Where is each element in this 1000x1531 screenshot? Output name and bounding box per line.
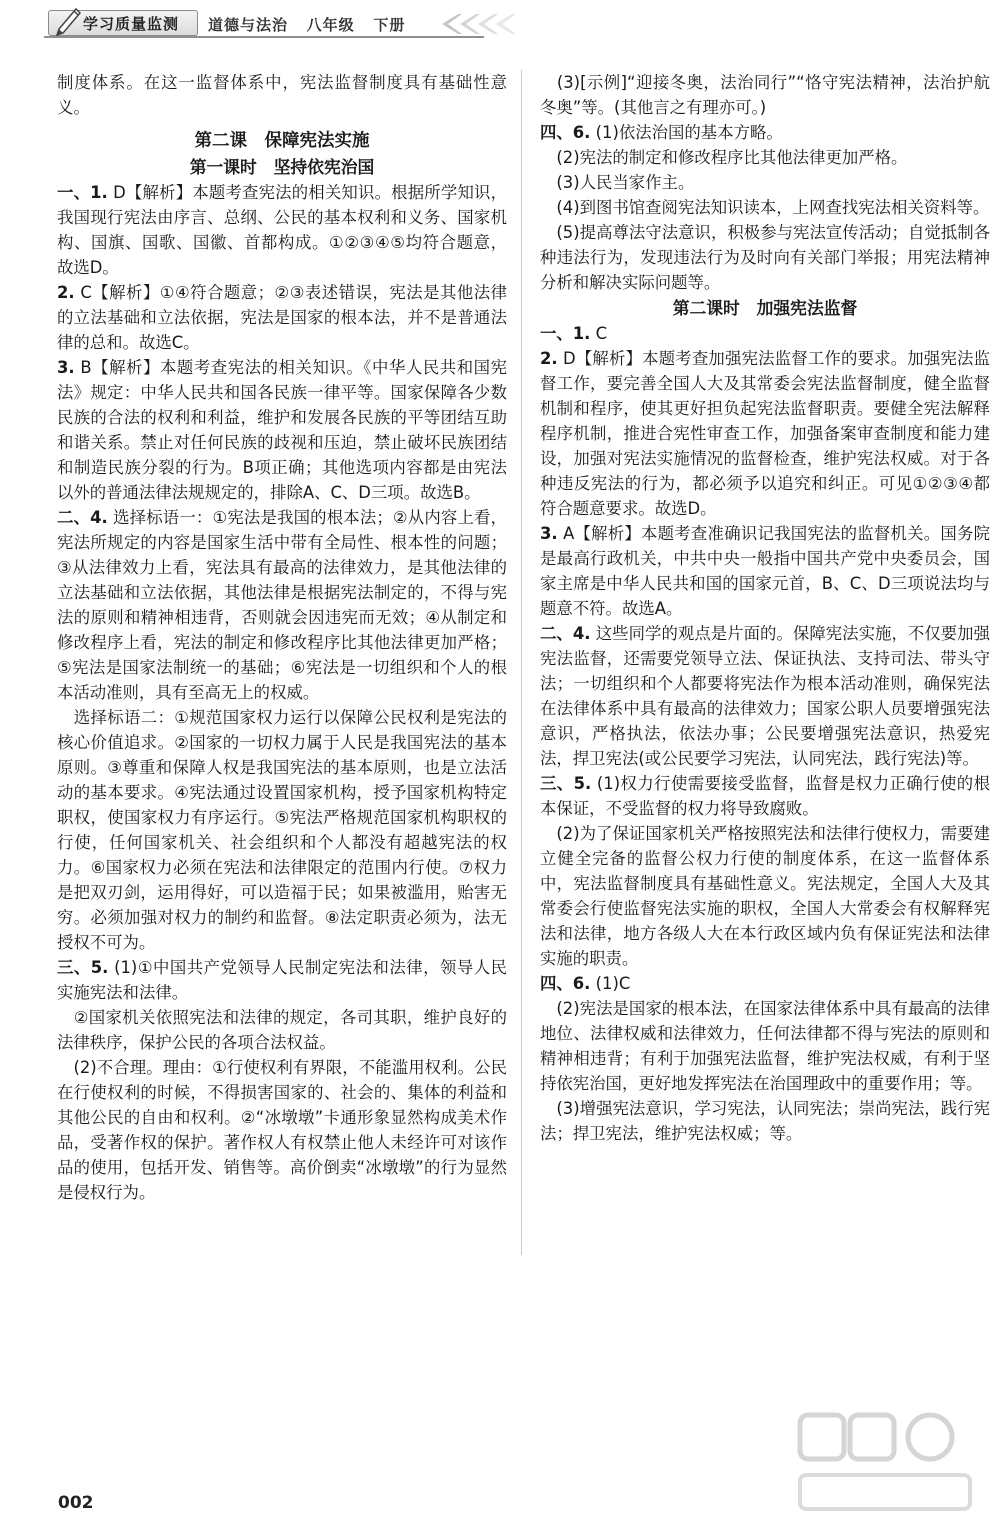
session-title-2: 第二课时 加强宪法监督	[672, 298, 858, 318]
answer-item: 四、6. (1)依法治国的基本方略。	[540, 123, 783, 142]
answer-item: 二、4. 选择标语一：①宪法是我国的根本法；②从内容上看，宪法所规定的内容是国家生活中带有全局性、根本性的问题；③从法律效力上看，宪法具有最高的法律效力，是其他法律的立法基础和立法依据，其他法律是根据宪法制定的，不得与宪法的原则和精神相违背，否则就会因违宪而无效；④从制定和修改程序上看，宪法的制定和修改程序比其他法律更加严格；⑤宪法是国家法制统一的基础；⑥宪法是一切组织和个人的根本活动准则，具有至高无上的权威。	[57, 508, 507, 702]
answer-item: ②国家机关依照宪法和法律的规定，各司其职，维护良好的法律秩序，保护公民的各项合法权益。	[57, 1008, 507, 1052]
watermark-logo-icon	[790, 1405, 980, 1525]
answer-item: 3. A【解析】本题考查准确识记我国宪法的监督机关。国务院是最高行政机关，中共中央一般指中国共产党中央委员会，国家主席是中华人民共和国的国家元首，B、C、D三项说法均与题意不符。故选A。	[540, 524, 990, 618]
answer-item: 一、1. C	[540, 324, 608, 343]
left-column	[57, 70, 507, 1205]
answer-item: 一、1. D【解析】本题考查宪法的相关知识。根据所学知识，我国现行宪法由序言、总纲、公民的基本权利和义务、国家机构、国旗、国歌、国徽、首都构成。①②③④⑤均符合题意，故选D。	[57, 183, 507, 277]
lesson-title: 第二课 保障宪法实施	[194, 131, 370, 151]
answer-item: 三、5. (1)权力行使需要接受监督，监督是权力正确行使的根本保证，不受监督的权力将导致腐败。	[540, 774, 990, 818]
right-column	[540, 70, 990, 1146]
column-divider	[521, 70, 522, 1255]
answer-item: (2)不合理。理由：①行使权利有界限，不能滥用权利。公民在行使权利的时候，不得损害国家的、社会的、集体的利益和其他公民的自由和权利。②“冰墩墩”卡通形象显然构成美术作品，受著作权的保护。著作权人有权禁止他人未经许可对该作品的使用，包括开发、销售等。高价倒卖“冰墩墩”的行为显然是侵权行为。	[57, 1058, 507, 1202]
answer-item: 四、6. (1)C	[540, 974, 631, 993]
answer-item: (5)提高尊法守法意识，积极参与宪法宣传活动；自觉抵制各种违法行为，发现违法行为及时向有关部门举报；用宪法精神分析和解决实际问题等。	[540, 223, 990, 292]
answer-item: 选择标语二：①规范国家权力运行以保障公民权利是宪法的核心价值追求。②国家的一切权力属于人民是我国宪法的基本原则。③尊重和保障人权是我国宪法的基本原则，也是立法活动的基本要求。④宪法通过设置国家机构，授予国家机构特定职权，使国家权力有序运行。⑤宪法严格规范国家机构职权的行使，任何国家机关、社会组织和个人都没有超越宪法的权力。⑥国家权力必须在宪法和法律限定的范围内行使。⑦权力是把双刃剑，运用得好，可以造福于民；如果被滥用，贻害无穷。必须加强对权力的制约和监督。⑧法定职责必须为，法无授权不可为。	[57, 708, 507, 952]
intro-paragraph: 制度体系。在这一监督体系中，宪法监督制度具有基础性意义。	[57, 73, 507, 117]
answer-item: 二、4. 这些同学的观点是片面的。保障宪法实施，不仅要加强宪法监督，还需要党领导立法、保证执法、支持司法、带头守法；一切组织和个人都要将宪法作为根本活动准则，确保宪法在法律体系中具有最高的法律效力；国家公职人员要增强宪法意识，严格执法，依法办事；公民要增强宪法意识，热爱宪法，捍卫宪法(或公民要学习宪法，认同宪法，践行宪法)等。	[540, 624, 990, 768]
answer-item: (3)[示例]“迎接冬奥，法治同行”“恪守宪法精神，法治护航冬奥”等。(其他言之有理亦可。)	[540, 73, 990, 117]
answer-item: (4)到图书馆查阅宪法知识读本，上网查找宪法相关资料等。	[540, 198, 990, 217]
subject-label: 道德与法治 八年级 下册	[208, 16, 406, 34]
page-header	[40, 8, 460, 38]
pen-icon	[53, 5, 83, 39]
answer-item: (3)增强宪法意识，学习宪法，认同宪法；崇尚宪法，践行宪法；捍卫宪法，维护宪法权威；等。	[540, 1099, 990, 1143]
answer-item: (2)宪法的制定和修改程序比其他法律更加严格。	[540, 148, 908, 167]
series-title: 学习质量监测	[83, 14, 180, 33]
page-number: 002	[58, 1493, 94, 1513]
series-tab	[48, 10, 198, 36]
answer-item: 2. D【解析】本题考查加强宪法监督工作的要求。加强宪法监督工作，要完善全国人大及其常委会宪法监督制度，健全监督机制和程序，使其更好担负起宪法监督职责。要健全宪法解释程序机制，推进合宪性审查工作，加强备案审查制度和能力建设，加强对宪法实施情况的监督检查，维护宪法权威。对于各种违反宪法的行为，都必须予以追究和纠正。可见①②③④都符合题意要求。故选D。	[540, 349, 990, 518]
answer-item: 3. B【解析】本题考查宪法的相关知识。《中华人民共和国宪法》规定：中华人民共和国各民族一律平等。国家保障各少数民族的合法的权利和利益，维护和发展各民族的平等团结互助和谐关系。禁止对任何民族的歧视和压迫，禁止破坏民族团结和制造民族分裂的行为。B项正确；其他选项内容都是由宪法以外的普通法律法规规定的，排除A、C、D三项。故选B。	[57, 358, 507, 502]
answer-item: (2)宪法是国家的根本法，在国家法律体系中具有最高的法律地位、法律权威和法律效力，任何法律都不得与宪法的原则和精神相违背；有利于加强宪法监督，维护宪法权威，有利于坚持依宪治国，更好地发挥宪法在治国理政中的重要作用；等。	[540, 999, 990, 1093]
answer-item: (2)为了保证国家机关严格按照宪法和法律行使权力，需要建立健全完备的监督公权力行使的制度体系，在这一监督体系中，宪法监督制度具有基础性意义。宪法规定，全国人大及其常委会行使监督宪法实施的职权，全国人大常委会有权解释宪法和法律，地方各级人大在本行政区域内负有保证宪法和法律实施的职责。	[540, 824, 990, 968]
chevrons-icon	[440, 12, 530, 36]
answer-item: (3)人民当家作主。	[540, 173, 695, 192]
answer-item: 三、5. (1)①中国共产党领导人民制定宪法和法律，领导人民实施宪法和法律。	[57, 958, 507, 1002]
answer-item: 2. C【解析】①④符合题意；②③表述错误，宪法是其他法律的立法基础和立法依据，宪法是国家的根本法，并不是普通法律的总和。故选C。	[57, 283, 507, 352]
session-title-1: 第一课时 坚持依宪治国	[189, 157, 375, 177]
header-rule	[44, 36, 484, 38]
